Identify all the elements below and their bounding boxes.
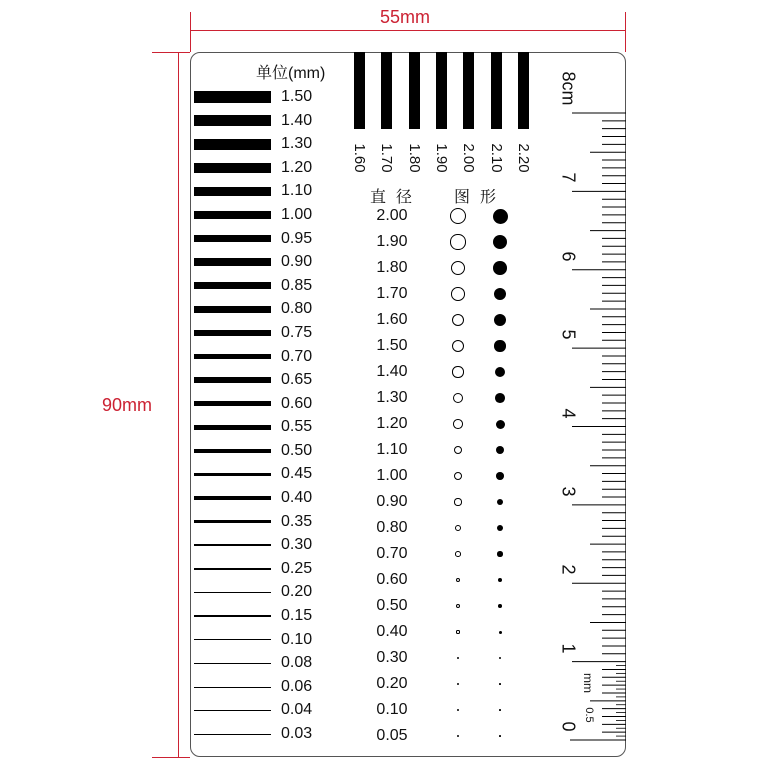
width-dimension-tick-left (190, 12, 191, 52)
line-width-sample (194, 235, 271, 243)
dot-diameter-label: 1.70 (376, 285, 408, 302)
bar-width-label: 1.60 (351, 143, 369, 173)
filled-dot-sample (496, 472, 504, 480)
line-width-sample (194, 473, 271, 477)
line-width-sample (194, 544, 271, 546)
dot-diameter-label: 0.20 (376, 675, 408, 692)
open-dot-sample (450, 234, 465, 249)
line-width-label: 0.95 (281, 229, 313, 247)
bar-width-sample (436, 52, 447, 129)
line-width-sample (194, 115, 271, 127)
dot-diameter-label: 0.30 (376, 649, 408, 666)
shape-header: 图形 (454, 189, 507, 206)
filled-dot-sample (493, 209, 508, 224)
line-width-sample (194, 425, 271, 430)
open-dot-sample (450, 208, 466, 224)
line-width-label: 0.55 (281, 418, 313, 436)
dot-diameter-label: 0.05 (376, 727, 408, 744)
width-dimension-label: 55mm (380, 7, 431, 27)
filled-dot-sample (499, 683, 501, 685)
line-width-label: 0.35 (281, 512, 313, 530)
dot-diameter-label: 0.80 (376, 519, 408, 536)
line-width-label: 1.50 (281, 88, 313, 105)
dot-diameter-label: 1.60 (376, 311, 408, 328)
dot-diameter-label: 0.60 (376, 571, 408, 588)
filled-dot-sample (497, 551, 502, 556)
bar-width-sample (409, 52, 420, 129)
filled-dot-sample (494, 314, 506, 326)
ruler-number: 1 (558, 643, 579, 654)
ruler-number: 6 (558, 251, 579, 262)
open-dot-sample (456, 630, 459, 633)
ruler-number: 4 (558, 407, 579, 418)
bar-width-sample (491, 52, 502, 129)
dot-diameter-label: 2.00 (376, 207, 408, 224)
open-dot-sample (454, 472, 462, 480)
open-dot-sample (452, 340, 464, 352)
bar-width-sample (354, 52, 365, 129)
bar-width-label: 2.00 (460, 143, 478, 173)
line-width-label: 1.20 (281, 158, 313, 176)
height-dimension-label: 90mm (102, 395, 153, 415)
open-dot-sample (453, 419, 463, 429)
bar-width-sample (463, 52, 474, 129)
bar-width-label: 1.80 (406, 143, 424, 173)
ruler-unit-top: 8cm (558, 71, 579, 106)
dot-diameter-label: 0.90 (376, 493, 408, 510)
filled-dot-sample (499, 735, 501, 737)
line-width-label: 0.06 (281, 677, 313, 695)
dot-diameter-label: 1.00 (376, 467, 408, 484)
line-width-label: 0.08 (281, 654, 313, 672)
open-dot-sample (451, 287, 465, 301)
height-dimension-tick-top (152, 52, 190, 53)
ruler-number: 5 (558, 329, 579, 340)
line-width-sample (194, 401, 271, 406)
diameter-header: 直径 (370, 189, 423, 206)
line-width-sample (194, 568, 271, 570)
open-dot-sample (455, 551, 461, 557)
line-width-sample (194, 91, 271, 103)
line-width-sample (194, 520, 271, 523)
bar-width-label: 1.90 (433, 143, 451, 173)
line-width-sample (194, 710, 271, 711)
line-width-label: 0.80 (281, 300, 313, 318)
dot-diameter-label: 0.40 (376, 623, 408, 640)
dot-diameter-label: 1.20 (376, 415, 408, 432)
line-width-sample (194, 639, 271, 640)
height-dimension-line (178, 52, 179, 757)
line-width-sample (194, 354, 271, 360)
dot-diameter-label: 1.50 (376, 337, 408, 354)
line-width-label: 0.90 (281, 253, 313, 271)
unit-label: 单位(mm) (256, 65, 326, 82)
line-width-sample (194, 330, 271, 336)
dot-diameter-label: 1.90 (376, 233, 408, 250)
line-width-label: 0.70 (281, 347, 313, 365)
filled-dot-sample (498, 604, 502, 608)
ruler (540, 52, 630, 757)
line-width-sample (194, 163, 271, 173)
line-width-sample (194, 615, 271, 616)
width-dimension-tick-right (625, 12, 626, 52)
bar-width-sample (381, 52, 392, 129)
line-width-sample (194, 449, 271, 453)
line-width-label: 0.75 (281, 323, 313, 341)
bar-width-label: 2.10 (488, 143, 505, 173)
filled-dot-sample (494, 340, 505, 351)
dot-diameter-label: 1.30 (376, 389, 408, 406)
width-dimension-line (190, 30, 626, 31)
ruler-half-label: 0.5 (583, 707, 595, 723)
line-width-label: 0.20 (281, 583, 313, 601)
line-width-sample (194, 258, 271, 265)
open-dot-sample (456, 604, 460, 608)
dot-diameter-label: 0.70 (376, 545, 408, 562)
line-width-label: 0.03 (281, 725, 313, 742)
ruler-unit-mm: mm (581, 673, 595, 693)
line-width-label: 1.00 (281, 205, 313, 223)
dot-diameter-label: 0.50 (376, 597, 408, 614)
line-width-label: 0.10 (281, 630, 313, 648)
line-width-label: 0.15 (281, 607, 313, 625)
dot-diameter-label: 0.10 (376, 701, 408, 718)
line-width-sample (194, 734, 271, 735)
line-width-sample (194, 496, 271, 499)
ruler-ticks (572, 113, 626, 740)
line-width-label: 0.85 (281, 276, 313, 294)
line-width-label: 0.65 (281, 371, 313, 389)
line-width-label: 0.60 (281, 394, 313, 412)
line-width-sample (194, 687, 271, 688)
line-width-sample (194, 592, 271, 594)
line-width-label: 0.04 (281, 701, 313, 719)
line-width-label: 0.30 (281, 536, 313, 554)
bar-width-label: 1.70 (378, 143, 396, 173)
open-dot-sample (454, 498, 461, 505)
ruler-number: 7 (558, 172, 579, 183)
line-width-label: 0.45 (281, 465, 313, 483)
dot-diameter-label: 1.10 (376, 441, 408, 458)
line-width-label: 0.25 (281, 559, 313, 577)
line-width-sample (194, 187, 271, 196)
line-width-sample (194, 139, 271, 150)
line-width-label: 1.10 (281, 182, 313, 200)
dot-diameter-label: 1.80 (376, 259, 408, 276)
line-width-sample (194, 663, 271, 664)
line-width-sample (194, 306, 271, 313)
ruler-number: 3 (558, 486, 579, 497)
filled-dot-sample (493, 261, 507, 275)
filled-dot-sample (499, 631, 502, 634)
open-dot-sample (452, 366, 463, 377)
line-width-sample (194, 282, 271, 289)
ruler-number: 2 (558, 564, 579, 575)
dot-diameter-label: 1.40 (376, 363, 408, 380)
line-width-label: 0.40 (281, 489, 313, 507)
height-dimension-tick-bottom (152, 757, 190, 758)
line-width-label: 0.50 (281, 441, 313, 459)
filled-dot-sample (497, 525, 503, 531)
filled-dot-sample (495, 393, 505, 403)
filled-dot-sample (496, 420, 505, 429)
ruler-number: 0 (558, 721, 579, 732)
filled-dot-sample (499, 709, 501, 711)
line-width-label: 1.40 (281, 111, 313, 129)
line-width-label: 1.30 (281, 135, 313, 153)
bar-width-label: 2.20 (515, 143, 533, 173)
bar-width-sample (518, 52, 529, 129)
line-width-sample (194, 377, 271, 382)
line-width-sample (194, 211, 271, 219)
